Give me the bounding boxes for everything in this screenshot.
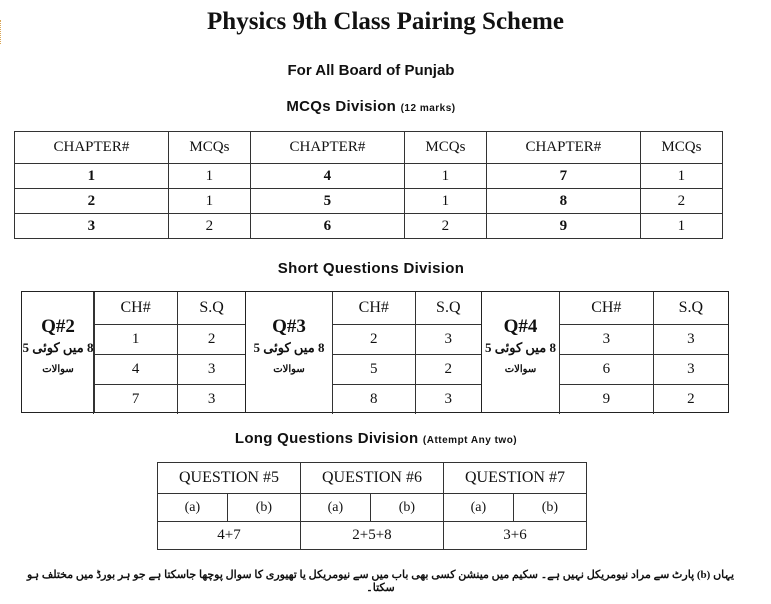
chapters-cell: 3+6	[443, 522, 586, 550]
short-question-table	[93, 292, 245, 414]
urdu-instruction: 8 میں کوئی 5	[22, 340, 94, 355]
mcq-col-chapter: CHAPTER#	[486, 132, 640, 164]
col-ch: CH#	[333, 292, 416, 325]
mcq-heading-text: MCQs Division	[286, 98, 397, 115]
part-b-cell: (b)	[227, 494, 300, 522]
part-a-cell: (a)	[443, 494, 513, 522]
mcq-count-cell: 1	[168, 164, 250, 189]
mcq-col-mcqs: MCQs	[168, 132, 250, 164]
table-row	[15, 214, 723, 239]
table-row	[15, 189, 723, 214]
chapter-cell: 2	[333, 325, 416, 355]
table-row	[333, 385, 482, 415]
urdu-instruction-sub: سوالات	[42, 364, 74, 375]
mcq-count-cell: 2	[168, 214, 250, 239]
mcq-table	[14, 131, 723, 239]
sq-count-cell: 3	[653, 355, 728, 385]
long-header-row	[158, 463, 587, 494]
table-row	[560, 355, 729, 385]
question-label-cell	[246, 292, 333, 412]
short-question-block-q4	[481, 291, 729, 413]
part-b-cell: (b)	[513, 494, 586, 522]
urdu-instruction-sub: سوالات	[273, 364, 305, 375]
col-ch: CH#	[560, 292, 654, 325]
chapter-cell: 5	[333, 355, 416, 385]
page-subtitle: For All Board of Punjab	[287, 62, 455, 79]
mcq-chapter-cell: 3	[15, 214, 169, 239]
sq-count-cell: 2	[653, 385, 728, 415]
mcq-count-cell: 2	[404, 214, 486, 239]
mcq-chapter-cell: 8	[486, 189, 640, 214]
question-number: Q#2	[41, 316, 75, 337]
chapter-cell: 3	[560, 325, 654, 355]
table-row	[333, 325, 482, 355]
question-label-cell	[22, 292, 95, 412]
mcq-count-cell: 1	[404, 164, 486, 189]
mcq-count-cell: 1	[640, 164, 722, 189]
table-row	[333, 355, 482, 385]
sq-count-cell: 3	[178, 385, 245, 415]
question-label-cell	[482, 292, 560, 412]
short-question-block-q2	[21, 291, 246, 413]
question-5-header: QUESTION #5	[158, 463, 301, 494]
question-number: Q#4	[503, 316, 538, 337]
mcq-header-row	[15, 132, 723, 164]
mcq-chapter-cell: 4	[250, 164, 404, 189]
long-heading-note: (Attempt Any two)	[422, 435, 518, 446]
mcq-chapter-cell: 5	[250, 189, 404, 214]
chapter-cell: 4	[94, 355, 178, 385]
mcq-chapter-cell: 7	[486, 164, 640, 189]
chapter-cell: 7	[94, 385, 178, 415]
sq-count-cell: 3	[415, 385, 481, 415]
table-row	[94, 355, 246, 385]
long-heading-text: Long Questions Division	[234, 430, 419, 447]
long-parts-row	[158, 494, 587, 522]
mcq-chapter-cell: 6	[250, 214, 404, 239]
sq-count-cell: 3	[653, 325, 728, 355]
mcq-heading-note: (12 marks)	[400, 103, 456, 114]
table-row	[94, 325, 246, 355]
part-b-cell: (b)	[370, 494, 443, 522]
urdu-instruction-sub: سوالات	[504, 364, 537, 375]
mcq-count-cell: 2	[640, 189, 722, 214]
question-7-header: QUESTION #7	[443, 463, 586, 494]
part-a-cell: (a)	[300, 494, 370, 522]
chapters-cell: 2+5+8	[300, 522, 443, 550]
sq-count-cell: 3	[178, 355, 245, 385]
question-6-header: QUESTION #6	[300, 463, 443, 494]
part-a-cell: (a)	[158, 494, 228, 522]
col-sq: S.Q	[653, 292, 728, 325]
mcq-col-chapter: CHAPTER#	[15, 132, 169, 164]
sq-count-cell: 2	[415, 355, 481, 385]
short-question-block-q3	[245, 291, 482, 413]
chapter-cell: 8	[333, 385, 416, 415]
short-questions-heading: Short Questions Division	[277, 260, 465, 277]
mcq-chapter-cell: 9	[486, 214, 640, 239]
mcq-col-chapter: CHAPTER#	[250, 132, 404, 164]
mcq-col-mcqs: MCQs	[404, 132, 486, 164]
short-question-table	[332, 292, 481, 414]
long-questions-table	[157, 462, 587, 550]
mcq-count-cell: 1	[168, 189, 250, 214]
table-row	[560, 385, 729, 415]
chapter-cell: 6	[560, 355, 654, 385]
col-ch: CH#	[94, 292, 178, 325]
table-row	[560, 325, 729, 355]
urdu-footnote: یہاں (b) پارٹ سے مراد نیومریکل نہیں ہے۔ سکیم میں مینشن کسی بھی باب میں سے نیومریکل یا تھیوری کا سوال پوچھا جاسکتا ہے جو ہر بورڈ میں مختلف ہو سکتا۔	[26, 569, 735, 594]
chapter-cell: 1	[94, 325, 178, 355]
mcq-col-mcqs: MCQs	[640, 132, 722, 164]
mcq-count-cell: 1	[404, 189, 486, 214]
mcq-heading	[0, 98, 742, 115]
mcq-count-cell: 1	[640, 214, 722, 239]
table-row	[15, 164, 723, 189]
short-question-table	[559, 292, 728, 414]
page-title: Physics 9th Class Pairing Scheme	[207, 8, 564, 35]
sq-count-cell: 2	[178, 325, 245, 355]
question-number: Q#3	[272, 316, 306, 337]
chapters-cell: 4+7	[158, 522, 301, 550]
urdu-instruction: 8 میں کوئی 5	[485, 340, 556, 355]
table-row	[94, 385, 246, 415]
mcq-chapter-cell: 2	[15, 189, 169, 214]
long-questions-heading	[0, 430, 752, 447]
urdu-instruction: 8 میں کوئی 5	[253, 340, 325, 355]
col-sq: S.Q	[415, 292, 481, 325]
mcq-chapter-cell: 1	[15, 164, 169, 189]
col-sq: S.Q	[178, 292, 245, 325]
sq-count-cell: 3	[415, 325, 481, 355]
long-chapters-row	[158, 522, 587, 550]
chapter-cell: 9	[560, 385, 654, 415]
